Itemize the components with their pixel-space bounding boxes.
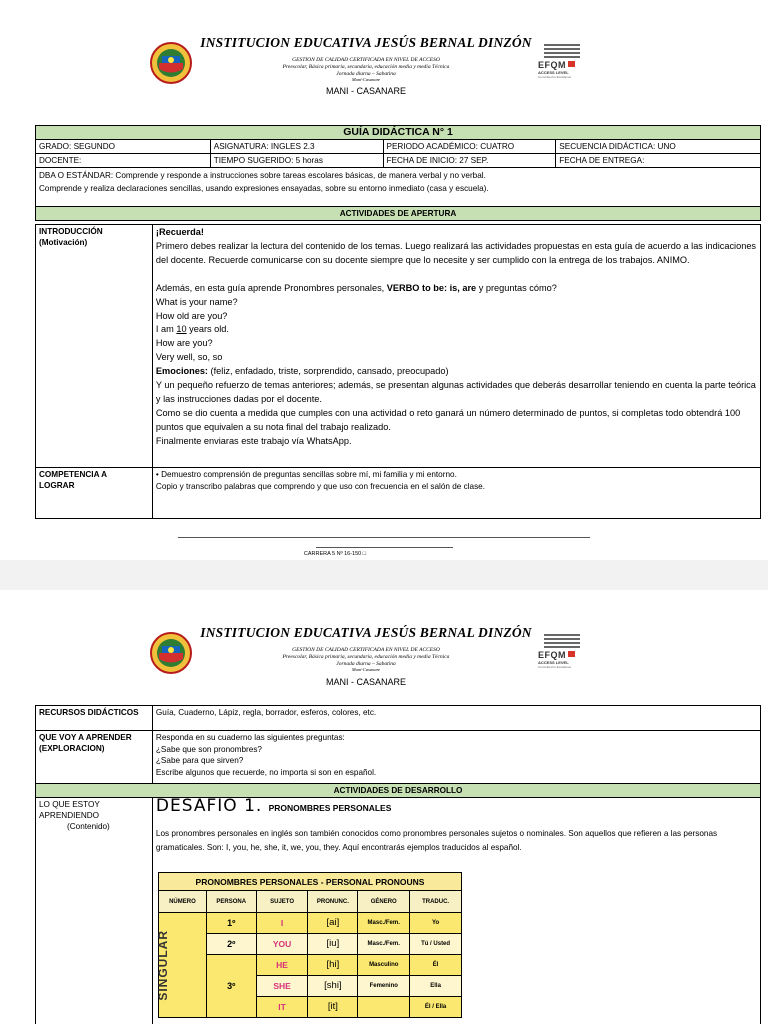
number-singular-label: SINGULAR — [156, 929, 170, 1001]
intro-label-1: INTRODUCCIÓN — [39, 227, 103, 236]
pron-genero-2: Masc./Fem. — [358, 934, 410, 955]
content-paragraph: Los pronombres personales en inglés son también conocidos como pronombres personales sujetos o nominales. Son aquellos que refieren a las personas gramaticales. Son: I, you, he, she, it, we, you, they. Aquí encontrarás ejemplos traducidos al español. — [155, 829, 718, 852]
dba-line-1: DBA O ESTÁNDAR: Comprende y responde a instrucciones sobre tareas escolares básicas, de manera verbal y no verbal. — [39, 171, 486, 180]
pron-sujeto-3: HE — [256, 955, 308, 976]
answer-4: Very well, so, so — [155, 352, 223, 363]
institution-line-2: Preescolar, Básica primaria, secundaria, educación media y media Técnica — [282, 654, 450, 660]
number-singular-cell — [156, 913, 207, 1018]
pron-pron-3: [hi] — [308, 955, 358, 976]
pron-pron-5: [it] — [308, 997, 358, 1018]
competence-label-cell — [36, 468, 153, 519]
pron-header-traduc: TRADUC. — [410, 891, 462, 913]
intro-p2-verb: VERBO to be: is, are — [386, 282, 477, 293]
institution-city: MANI - CASANARE — [325, 86, 406, 96]
footer-line — [178, 537, 590, 538]
efqm-sub2: Committed to Excellence — [538, 665, 572, 669]
institution-line-1: GESTION DE CALIDAD CERTIFICADA EN NIVEL DE ACCESO — [292, 57, 440, 63]
guide-title: GUÍA DIDÁCTICA N° 1 — [36, 126, 761, 140]
intro-paragraph-3: Y un pequeño refuerzo de temas anteriores; además, se presentan algunas actividades que deberás desarrollar teniendo en cuenta la parte teórica y las instrucciones dadas por el docente. — [155, 380, 756, 404]
question-2: How old are you? — [155, 310, 228, 321]
exploration-label-cell — [36, 731, 153, 784]
pron-sujeto-1: I — [256, 913, 308, 934]
institution-line-4: Maní-Casanare — [351, 77, 381, 82]
pron-genero-5 — [358, 997, 410, 1018]
pron-traduc-5: Él / Ella — [410, 997, 462, 1018]
subject-cell: ASIGNATURA: INGLES 2.3 — [210, 140, 383, 154]
pron-genero-4: Femenino — [358, 976, 410, 997]
resources-label: RECURSOS DIDÁCTICOS — [36, 706, 153, 731]
dba-line-2: Comprende y realiza declaraciones sencillas, usando expresiones ensayadas, sobre su entorno inmediato (casa y escuela). — [39, 184, 489, 193]
institution-name: INSTITUCION EDUCATIVA JESÚS BERNAL DINZÓN — [200, 35, 532, 50]
intro-p2-a: Además, en esta guía aprende Pronombres personales, — [155, 282, 387, 293]
efqm-sub2: Committed to Excellence — [538, 75, 572, 79]
section-desarrollo: ACTIVIDADES DE DESARROLLO — [36, 784, 761, 798]
pron-traduc-1: Yo — [410, 913, 462, 934]
age-number: 10 — [176, 324, 187, 335]
efqm-text: EFQM — [538, 650, 566, 660]
desafio-title: DESAFIO 1. — [155, 796, 263, 816]
content-label-2: APRENDIENDO — [39, 811, 100, 820]
institution-line-1: GESTION DE CALIDAD CERTIFICADA EN NIVEL DE ACCESO — [292, 647, 440, 653]
content-label-3: (Contenido) — [67, 822, 110, 831]
age-c: years old. — [186, 324, 229, 335]
institution-city: MANI - CASANARE — [325, 677, 406, 687]
exploration-label-2: (EXPLORACION) — [39, 744, 105, 753]
pron-pron-4: [shi] — [308, 976, 358, 997]
efqm-sub: ACCESS LEVEL — [538, 70, 569, 75]
section-apertura: ACTIVIDADES DE APERTURA — [36, 207, 761, 221]
intro-paragraph-4: Como se dio cuenta a medida que cumples con una actividad o reto ganará un número determinado de puntos, si completas todo obtendrá 100 puntos que equivalen a su nota final del trabajo realizado. — [155, 407, 741, 432]
pron-sujeto-4: SHE — [256, 976, 308, 997]
efqm-text: EFQM — [538, 60, 566, 70]
pron-traduc-4: Ella — [410, 976, 462, 997]
school-crest-icon — [150, 42, 192, 84]
pronouns-table-title: PRONOMBRES PERSONALES - PERSONAL PRONOUNS — [159, 873, 462, 891]
exploration-4: Escribe algunos que recuerde, no importa si son en español. — [155, 767, 377, 777]
period-cell: PERIODO ACADÉMICO: CUATRO — [383, 140, 556, 154]
efqm-logo — [538, 634, 580, 674]
grade-cell: GRADO: SEGUNDO — [36, 140, 211, 154]
dba-cell — [36, 168, 761, 207]
pron-genero-1: Masc./Fem. — [358, 913, 410, 934]
desafio-topic: PRONOMBRES PERSONALES — [268, 803, 392, 813]
recuerda-heading: ¡Recuerda! — [155, 227, 204, 237]
pron-persona-1: 1º — [206, 913, 256, 934]
competence-content-cell — [152, 468, 760, 519]
pron-genero-3: Masculino — [358, 955, 410, 976]
question-4: How are you? — [155, 338, 213, 349]
answer-age — [156, 323, 757, 337]
pron-header-pronunc: PRONUNC. — [308, 891, 358, 913]
pronouns-table — [158, 872, 462, 1018]
intro-label-2: (Motivación) — [39, 238, 88, 247]
pron-header-sujeto: SUJETO — [256, 891, 308, 913]
footer-address: CARRERA 5 Nº 16-150 □ — [303, 551, 367, 557]
pron-traduc-2: Tú / Usted — [410, 934, 462, 955]
intro-paragraph-5: Finalmente enviaras este trabajo vía WhatsApp. — [155, 435, 352, 446]
pron-sujeto-2: YOU — [256, 934, 308, 955]
pron-pron-1: [ai] — [308, 913, 358, 934]
intro-table — [35, 224, 761, 519]
intro-p2-c: y preguntas cómo? — [476, 282, 557, 293]
pron-header-numero: NÚMERO — [159, 891, 207, 913]
school-crest-icon — [150, 632, 192, 674]
page-header-2 — [0, 590, 768, 695]
efqm-logo — [538, 44, 580, 84]
content-label-1: LO QUE ESTOY — [39, 800, 100, 809]
intro-label-cell — [36, 225, 153, 468]
pron-header-genero: GÉNERO — [358, 891, 410, 913]
resources-text: Guía, Cuaderno, Lápiz, regla, borrador, esferos, colores, etc. — [152, 706, 760, 731]
pron-persona-2: 2º — [206, 934, 256, 955]
pron-persona-3: 3º — [206, 955, 256, 1018]
institution-name: INSTITUCION EDUCATIVA JESÚS BERNAL DINZÓN — [200, 625, 532, 640]
emotions-text: (feliz, enfadado, triste, sorprendido, cansado, preocupado) — [208, 366, 449, 377]
teacher-cell: DOCENTE: — [36, 154, 211, 168]
exploration-3: ¿Sabe para que sirven? — [155, 756, 244, 765]
guide-info-table — [35, 125, 761, 221]
pron-header-persona: PERSONA — [206, 891, 256, 913]
time-cell: TIEMPO SUGERIDO: 5 horas — [210, 154, 383, 168]
institution-line-3: Jornada diurna – Sabatina — [336, 661, 396, 667]
competence-label-1: COMPETENCIA A — [39, 470, 108, 479]
due-date-cell: FECHA DE ENTREGA: — [556, 154, 761, 168]
efqm-sub: ACCESS LEVEL — [538, 660, 569, 665]
competence-2: Copio y transcribo palabras que comprendo y que uso con frecuencia en el salón de clase. — [155, 482, 485, 491]
institution-line-2: Preescolar, Básica primaria, secundaria, educación media y media Técnica — [282, 64, 450, 70]
age-a: I am — [155, 324, 177, 335]
pron-traduc-3: Él — [410, 955, 462, 976]
exploration-label-1: QUE VOY A APRENDER — [39, 733, 132, 742]
start-date-cell: FECHA DE INICIO: 27 SEP. — [383, 154, 556, 168]
intro-paragraph-1: Primero debes realizar la lectura del contenido de los temas. Luego realizará las actividades propuestas en esta guía de acuerdo a las indicaciones del docente. Recuerde comunicarse con su docente siempre que lo necesite y ser cumplido con la entrega de los trabajos. ANIMO. — [155, 240, 757, 265]
emotions-line — [156, 365, 757, 379]
exploration-1: Responda en su cuaderno las siguientes preguntas: — [155, 733, 345, 742]
page-header — [0, 0, 768, 105]
emotions-label: Emociones: — [155, 366, 208, 377]
exploration-2: ¿Sabe que son pronombres? — [155, 744, 262, 754]
institution-line-4: Maní-Casanare — [351, 667, 381, 672]
competence-label-2: LOGRAR — [39, 481, 75, 490]
intro-paragraph-2 — [156, 282, 757, 296]
intro-content-cell — [152, 225, 760, 468]
institution-line-3: Jornada diurna – Sabatina — [336, 71, 396, 77]
page-2 — [0, 590, 768, 1024]
exploration-content-cell — [152, 731, 760, 784]
content-label-cell — [36, 798, 153, 1024]
page-separator — [0, 560, 768, 590]
footer-line-short — [316, 547, 453, 548]
question-1: What is your name? — [155, 296, 238, 307]
competence-1: • Demuestro comprensión de preguntas sencillas sobre mí, mi familia y mi entorno. — [155, 470, 457, 479]
sequence-cell: SECUENCIA DIDÁCTICA: UNO — [556, 140, 761, 154]
pron-pron-2: [iu] — [308, 934, 358, 955]
pron-sujeto-5: IT — [256, 997, 308, 1018]
